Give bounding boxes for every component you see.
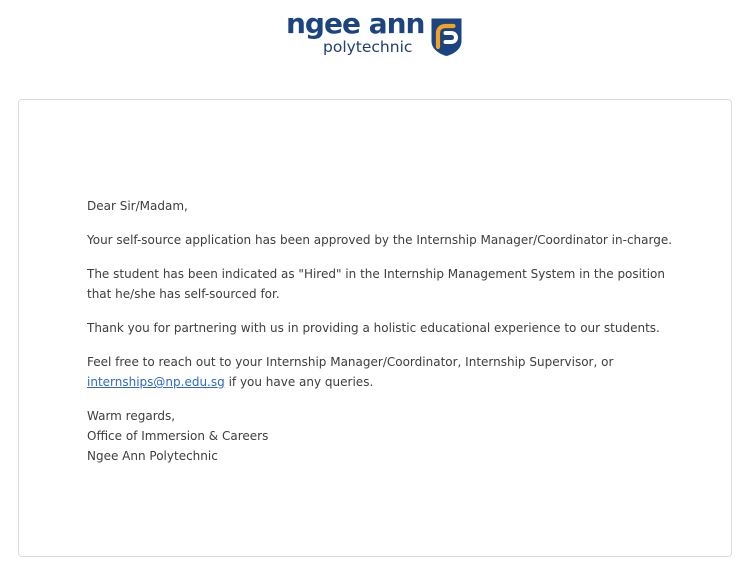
signoff-closing: Warm regards, (87, 409, 176, 423)
internships-email-link[interactable]: internships@np.edu.sg (87, 375, 225, 389)
greeting: Dear Sir/Madam, (87, 199, 188, 213)
logo-subtitle: polytechnic (323, 38, 413, 56)
email-header (0, 0, 752, 99)
paragraph-contact (87, 352, 677, 392)
contact-text-before: Feel free to reach out to your Internship Manager/Coordinator, Internship Supervisor, or (87, 355, 614, 369)
letter-body (87, 196, 677, 480)
signoff-office: Office of Immersion & Careers (87, 429, 269, 443)
paragraph-approval: Your self-source application has been approved by the Internship Manager/Coordinator in-charge. (87, 233, 673, 247)
signoff-org: Ngee Ann Polytechnic (87, 449, 218, 463)
logo-name: ngee ann (286, 7, 425, 40)
paragraph-thank-you: Thank you for partnering with us in providing a holistic educational experience to our students. (87, 321, 660, 335)
paragraph-hired-status: The student has been indicated as "Hired" in the Internship Management System in the position that he/she has self-sourced for. (87, 267, 665, 301)
email-card (18, 99, 732, 557)
contact-text-after: if you have any queries. (224, 375, 374, 389)
np-shield-icon (430, 17, 463, 57)
ngee-ann-polytechnic-logo (286, 7, 466, 59)
signoff (87, 406, 677, 466)
